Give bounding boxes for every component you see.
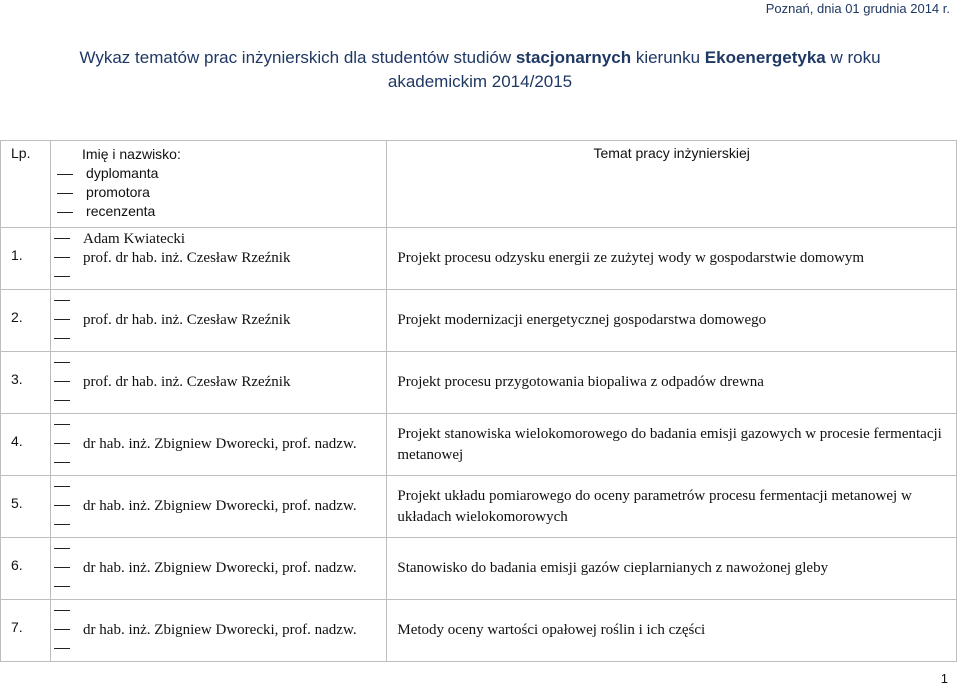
row-lp-cell bbox=[1, 414, 51, 476]
row-topic-cell bbox=[387, 414, 957, 476]
title-bold-field: Ekoenergetyka bbox=[704, 48, 826, 67]
header-names-title: Imię i nazwisko: bbox=[82, 146, 181, 162]
student-name: Adam Kwiatecki bbox=[83, 231, 186, 247]
row-names-cell bbox=[51, 600, 387, 662]
student-line bbox=[51, 477, 386, 496]
table-row bbox=[1, 476, 957, 538]
header-lp-cell bbox=[1, 141, 51, 228]
row-topic-cell bbox=[387, 352, 957, 414]
dash-mark bbox=[54, 610, 70, 611]
promoter-name: dr hab. inż. Zbigniew Dworecki, prof. nadzw. bbox=[83, 436, 357, 452]
student-line bbox=[51, 601, 386, 620]
dash-mark bbox=[54, 443, 70, 444]
reviewer-line bbox=[51, 267, 386, 286]
promoter-name: prof. dr hab. inż. Czesław Rzeźnik bbox=[83, 250, 291, 266]
row-names-cell bbox=[51, 290, 387, 352]
dash-mark bbox=[54, 586, 70, 587]
page-number: 1 bbox=[940, 671, 948, 686]
document-title bbox=[40, 46, 920, 94]
student-line bbox=[51, 229, 386, 248]
row-lp-cell bbox=[1, 290, 51, 352]
row-number: 5. bbox=[11, 495, 23, 511]
promoter-line bbox=[51, 620, 386, 639]
dash-mark bbox=[57, 193, 73, 194]
student-line bbox=[51, 415, 386, 434]
title-part-2: kierunku bbox=[631, 48, 705, 67]
header-topic-cell bbox=[387, 141, 957, 228]
row-topic-cell bbox=[387, 228, 957, 290]
row-topic-cell bbox=[387, 290, 957, 352]
row-lp-cell bbox=[1, 476, 51, 538]
reviewer-line bbox=[51, 391, 386, 410]
thesis-topic: Projekt procesu przygotowania biopaliwa z odpadów drewna bbox=[397, 374, 764, 390]
row-lp-cell bbox=[1, 228, 51, 290]
table-row bbox=[1, 414, 957, 476]
dash-mark bbox=[54, 276, 70, 277]
promoter-line bbox=[51, 310, 386, 329]
row-lp-cell bbox=[1, 600, 51, 662]
table-row bbox=[1, 290, 957, 352]
dash-mark bbox=[54, 424, 70, 425]
promoter-name: dr hab. inż. Zbigniew Dworecki, prof. nadzw. bbox=[83, 622, 357, 638]
dash-mark bbox=[57, 174, 73, 175]
row-number: 4. bbox=[11, 433, 23, 449]
dash-mark bbox=[54, 338, 70, 339]
promoter-name: dr hab. inż. Zbigniew Dworecki, prof. nadzw. bbox=[83, 498, 357, 514]
row-topic-cell bbox=[387, 600, 957, 662]
dash-mark bbox=[54, 381, 70, 382]
reviewer-line bbox=[51, 577, 386, 596]
reviewer-line bbox=[51, 329, 386, 348]
document-date: Poznań, dnia 01 grudnia 2014 r. bbox=[765, 1, 950, 16]
dash-mark bbox=[54, 486, 70, 487]
dash-mark bbox=[54, 362, 70, 363]
promoter-line bbox=[51, 248, 386, 267]
row-number: 3. bbox=[11, 371, 23, 387]
title-part-1: Wykaz tematów prac inżynierskich dla studentów studiów bbox=[79, 48, 516, 67]
row-names-cell bbox=[51, 414, 387, 476]
title-bold-mode: stacjonarnych bbox=[515, 48, 632, 67]
dash-mark bbox=[54, 238, 70, 239]
row-lp-cell bbox=[1, 538, 51, 600]
header-topic: Temat pracy inżynierskiej bbox=[593, 145, 750, 161]
student-line bbox=[51, 353, 386, 372]
thesis-topic: Projekt układu pomiarowego do oceny parametrów procesu fermentacji metanowej w układach wielokomorowych bbox=[397, 487, 912, 525]
header-names-item: recenzenta bbox=[54, 202, 386, 221]
header-names-item: dyplomanta bbox=[54, 164, 386, 183]
dash-mark bbox=[54, 648, 70, 649]
table-row bbox=[1, 600, 957, 662]
thesis-topic: Projekt modernizacji energetycznej gospodarstwa domowego bbox=[397, 312, 767, 328]
dash-mark bbox=[54, 257, 70, 258]
dash-mark bbox=[54, 400, 70, 401]
promoter-line bbox=[51, 496, 386, 515]
dash-mark bbox=[54, 629, 70, 630]
promoter-name: prof. dr hab. inż. Czesław Rzeźnik bbox=[83, 374, 291, 390]
row-names-cell bbox=[51, 352, 387, 414]
thesis-topic: Projekt stanowiska wielokomorowego do badania emisji gazowych w procesie fermentacji metanowej bbox=[397, 425, 942, 463]
title-part-3: w roku akademickim 2014/2015 bbox=[387, 48, 881, 91]
header-lp: Lp. bbox=[11, 145, 31, 161]
student-line bbox=[51, 291, 386, 310]
thesis-topic: Metody oceny wartości opałowej roślin i ich części bbox=[397, 622, 706, 638]
table-row bbox=[1, 352, 957, 414]
table-row bbox=[1, 538, 957, 600]
row-names-cell bbox=[51, 228, 387, 290]
thesis-topic: Projekt procesu odzysku energii ze zużytej wody w gospodarstwie domowym bbox=[397, 250, 865, 266]
row-lp-cell bbox=[1, 352, 51, 414]
row-number: 2. bbox=[11, 309, 23, 325]
reviewer-line bbox=[51, 515, 386, 534]
theses-table bbox=[0, 140, 957, 662]
dash-mark bbox=[54, 319, 70, 320]
dash-mark bbox=[54, 300, 70, 301]
dash-mark bbox=[54, 505, 70, 506]
promoter-name: prof. dr hab. inż. Czesław Rzeźnik bbox=[83, 312, 291, 328]
promoter-line bbox=[51, 558, 386, 577]
dash-mark bbox=[57, 212, 73, 213]
row-number: 1. bbox=[11, 247, 23, 263]
dash-mark bbox=[54, 524, 70, 525]
row-names-cell bbox=[51, 538, 387, 600]
promoter-line bbox=[51, 434, 386, 453]
thesis-topic: Stanowisko do badania emisji gazów cieplarnianych z nawożonej gleby bbox=[397, 560, 829, 576]
promoter-line bbox=[51, 372, 386, 391]
table-row bbox=[1, 228, 957, 290]
table-header-row bbox=[1, 141, 957, 228]
header-names-cell bbox=[51, 141, 387, 228]
row-topic-cell bbox=[387, 538, 957, 600]
row-names-cell bbox=[51, 476, 387, 538]
promoter-name: dr hab. inż. Zbigniew Dworecki, prof. nadzw. bbox=[83, 560, 357, 576]
reviewer-line bbox=[51, 453, 386, 472]
dash-mark bbox=[54, 462, 70, 463]
row-topic-cell bbox=[387, 476, 957, 538]
dash-mark bbox=[54, 567, 70, 568]
student-line bbox=[51, 539, 386, 558]
reviewer-line bbox=[51, 639, 386, 658]
header-names-item: promotora bbox=[54, 183, 386, 202]
row-number: 7. bbox=[11, 619, 23, 635]
row-number: 6. bbox=[11, 557, 23, 573]
dash-mark bbox=[54, 548, 70, 549]
